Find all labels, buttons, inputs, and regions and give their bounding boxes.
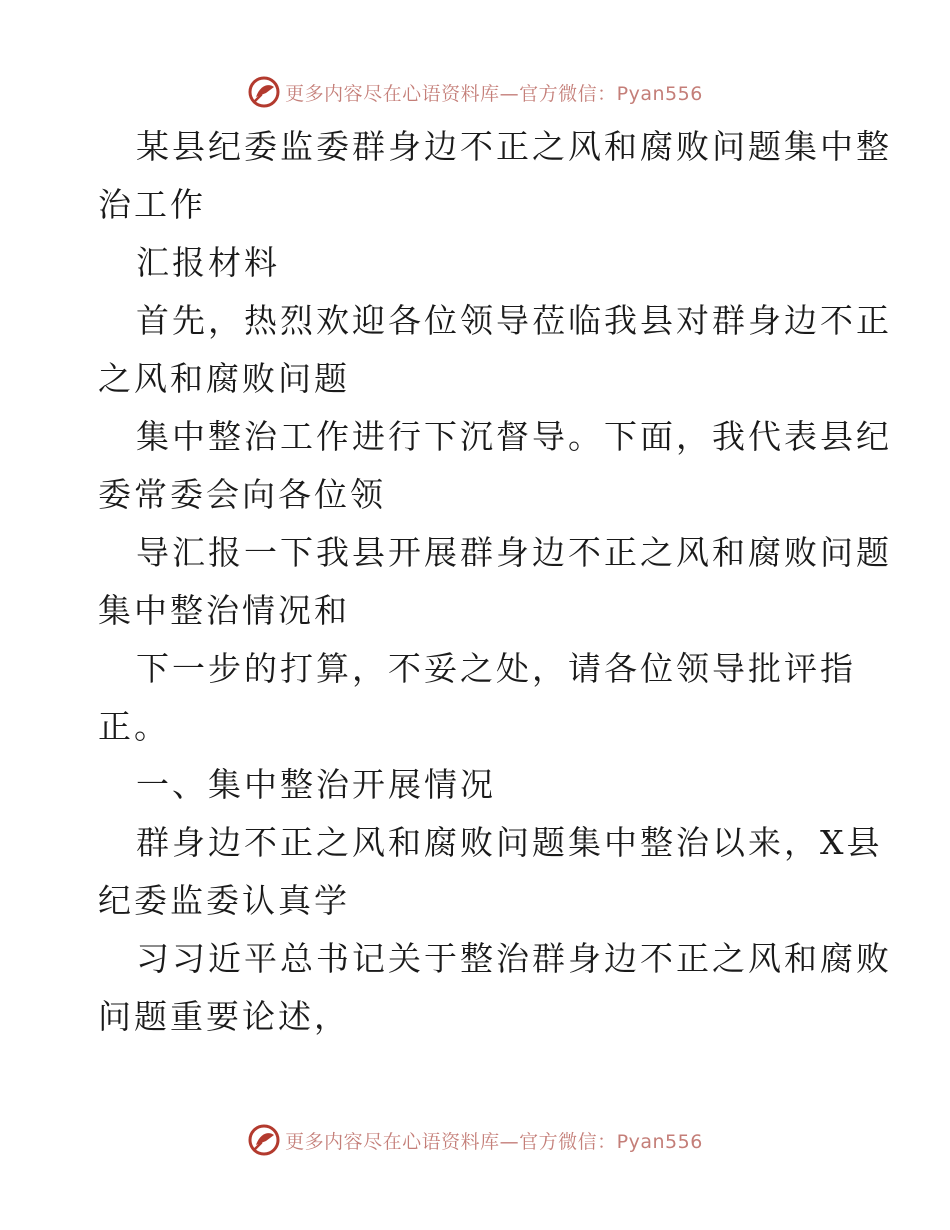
paragraph-line: 一、集中整治开展情况	[136, 765, 496, 804]
paragraph-subtitle	[98, 234, 858, 292]
document-body	[98, 118, 892, 1046]
paragraph-line: 首先，热烈欢迎各位领导莅临我县对群身边不正	[136, 301, 892, 340]
watermark-footer	[0, 1120, 950, 1160]
paragraph-line: 纪委监委认真学	[98, 881, 350, 920]
watermark-text: 更多内容尽在心语资料库—官方微信：Pyan556	[285, 1130, 703, 1153]
paragraph-line: 导汇报一下我县开展群身边不正之风和腐败问题	[136, 533, 892, 572]
brand-logo-icon	[247, 1123, 281, 1157]
paragraph-line: 习习近平总书记关于整治群身边不正之风和腐败	[136, 939, 892, 978]
paragraph-line: 下一步的打算，不妥之处，请各位领导批评指	[136, 649, 856, 688]
paragraph-line: 委常委会向各位领	[98, 475, 386, 514]
paragraph-line: 治工作	[98, 185, 206, 224]
paragraph-line: 群身边不正之风和腐败问题集中整治以来，X县	[136, 823, 883, 862]
paragraph-line: 集中整治工作进行下沉督导。下面，我代表县纪	[136, 417, 892, 456]
paragraph	[98, 524, 892, 640]
paragraph-line: 汇报材料	[136, 243, 280, 282]
paragraph	[98, 408, 892, 524]
paragraph	[98, 292, 892, 408]
paragraph-title	[98, 118, 892, 234]
paragraph-line: 集中整治情况和	[98, 591, 350, 630]
watermark-header	[0, 72, 950, 112]
paragraph-line: 某县纪委监委群身边不正之风和腐败问题集中整	[136, 127, 892, 166]
paragraph-line: 问题重要论述，	[98, 997, 350, 1036]
paragraph-line: 正。	[98, 707, 170, 746]
brand-logo-icon	[247, 75, 281, 109]
paragraph	[98, 930, 892, 1046]
paragraph-line: 之风和腐败问题	[98, 359, 350, 398]
section-heading	[98, 756, 858, 814]
paragraph	[98, 640, 858, 756]
watermark-text: 更多内容尽在心语资料库—官方微信：Pyan556	[285, 82, 703, 105]
paragraph	[98, 814, 883, 930]
